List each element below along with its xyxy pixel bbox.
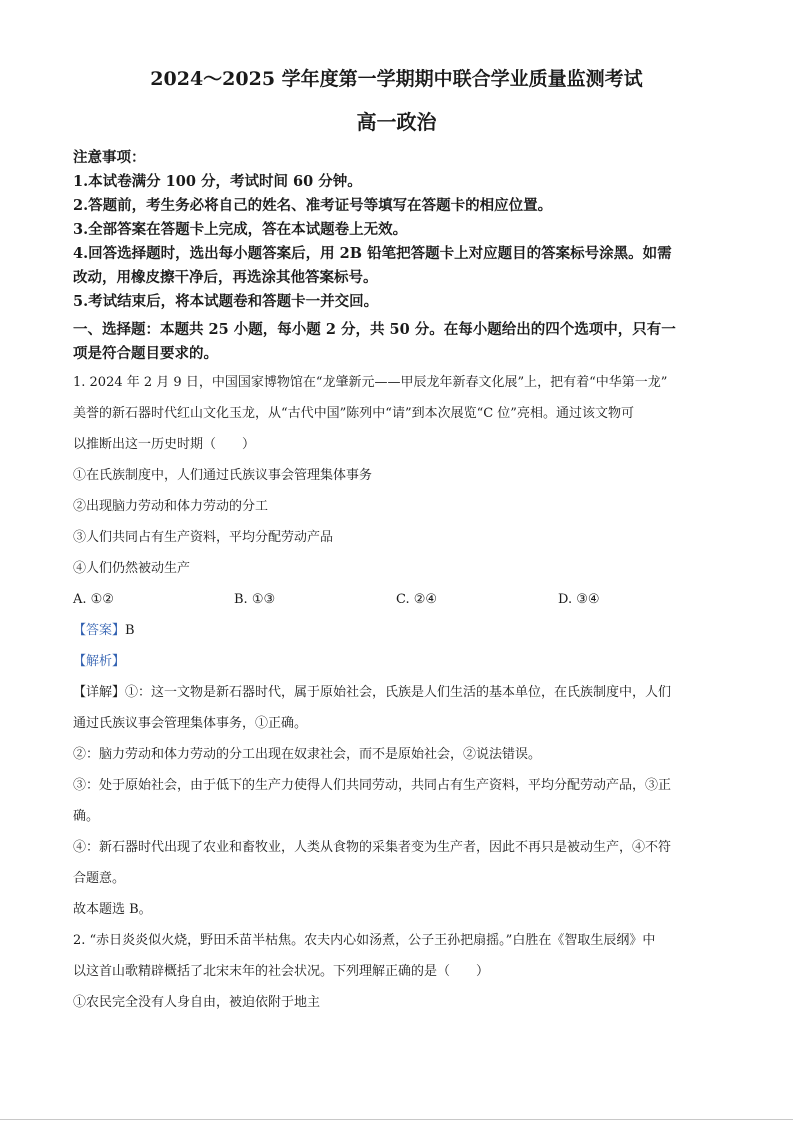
q1-statement: ①在氏族制度中，人们通过氏族议事会管理集体事务 xyxy=(73,468,373,483)
q1-conclusion: 故本题选 B。 xyxy=(73,902,152,917)
subject-title: 高一政治 xyxy=(356,110,437,134)
q1-option-a: A. ①② xyxy=(73,592,114,607)
q1-stem-line: 美誉的新石器时代红山文化玉龙，从“古代中国”陈列中“请”到本次展览“C 位”亮相。通过该文物可 xyxy=(73,406,634,421)
section-heading-cont: 项是符合题目要求的。 xyxy=(73,345,218,362)
q1-detail-line: ③：处于原始社会，由于低下的生产力使得人们共同劳动，共同占有生产资料，平均分配劳动产品，③正 xyxy=(73,778,672,793)
notice-item: 1.本试卷满分 100 分，考试时间 60 分钟。 xyxy=(73,173,362,190)
exam-title: 2024～2025 学年度第一学期期中联合学业质量监测考试 xyxy=(150,68,643,90)
q1-option-b: B. ①③ xyxy=(234,592,276,607)
notice-heading: 注意事项： xyxy=(73,149,146,166)
q1-detail-line: ②：脑力劳动和体力劳动的分工出现在奴隶社会，而不是原始社会，②说法错误。 xyxy=(73,747,542,762)
section-heading: 一、选择题：本题共 25 小题，每小题 2 分，共 50 分。在每小题给出的四个选项中，只有一 xyxy=(73,321,676,338)
q1-detail-line: 合题意。 xyxy=(73,871,126,886)
q1-statement: ②出现脑力劳动和体力劳动的分工 xyxy=(73,499,269,514)
q1-detail-line: 确。 xyxy=(73,809,100,824)
analysis-tag: 【解析】 xyxy=(73,654,126,669)
q2-statement: ①农民完全没有人身自由，被迫依附于地主 xyxy=(73,995,321,1010)
detail-text: ①：这一文物是新石器时代，属于原始社会，氏族是人们生活的基本单位，在氏族制度中，人们 xyxy=(125,685,672,700)
answer-tag: 【答案】 xyxy=(73,623,126,638)
q1-stem-line: 以推断出这一历史时期（ ） xyxy=(73,437,256,452)
q1-option-c: C. ②④ xyxy=(396,592,438,607)
q1-stem-line: 1. 2024 年 2 月 9 日，中国国家博物馆在“龙肇新元——甲辰龙年新春文化展”上，把有着“中华第一龙” xyxy=(73,375,668,390)
q1-detail-line xyxy=(73,684,733,702)
q2-stem-line: 2. “赤日炎炎似火烧，野田禾苗半枯焦。农夫内心如汤煮，公子王孙把扇摇。”白胜在《智取生辰纲》中 xyxy=(73,933,656,948)
notice-item: 改动，用橡皮擦干净后，再选涂其他答案标号。 xyxy=(73,269,378,286)
q1-statement: ④人们仍然被动生产 xyxy=(73,561,191,576)
q2-stem-line: 以这首山歌精辟概括了北宋末年的社会状况。下列理解正确的是（ ） xyxy=(73,964,490,979)
q1-statement: ③人们共同占有生产资料，平均分配劳动产品 xyxy=(73,530,334,545)
answer-value: B xyxy=(125,623,135,638)
detail-tag: 【详解】 xyxy=(73,685,126,700)
q1-detail-line: ④：新石器时代出现了农业和畜牧业，人类从食物的采集者变为生产者，因此不再只是被动生产，④不符 xyxy=(73,840,672,855)
q1-detail-line: 通过氏族议事会管理集体事务，①正确。 xyxy=(73,716,308,731)
notice-item: 2.答题前，考生务必将自己的姓名、准考证号等填写在答题卡的相应位置。 xyxy=(73,197,553,214)
notice-item: 4.回答选择题时，选出每小题答案后，用 2B 铅笔把答题卡上对应题目的答案标号涂黑。如需 xyxy=(73,245,672,262)
notice-item: 5.考试结束后，将本试题卷和答题卡一并交回。 xyxy=(73,293,379,310)
q1-answer-row xyxy=(73,622,733,640)
notice-item: 3.全部答案在答题卡上完成，答在本试题卷上无效。 xyxy=(73,221,408,238)
page-bottom-rule xyxy=(0,1119,793,1120)
q1-option-d: D. ③④ xyxy=(558,592,600,607)
